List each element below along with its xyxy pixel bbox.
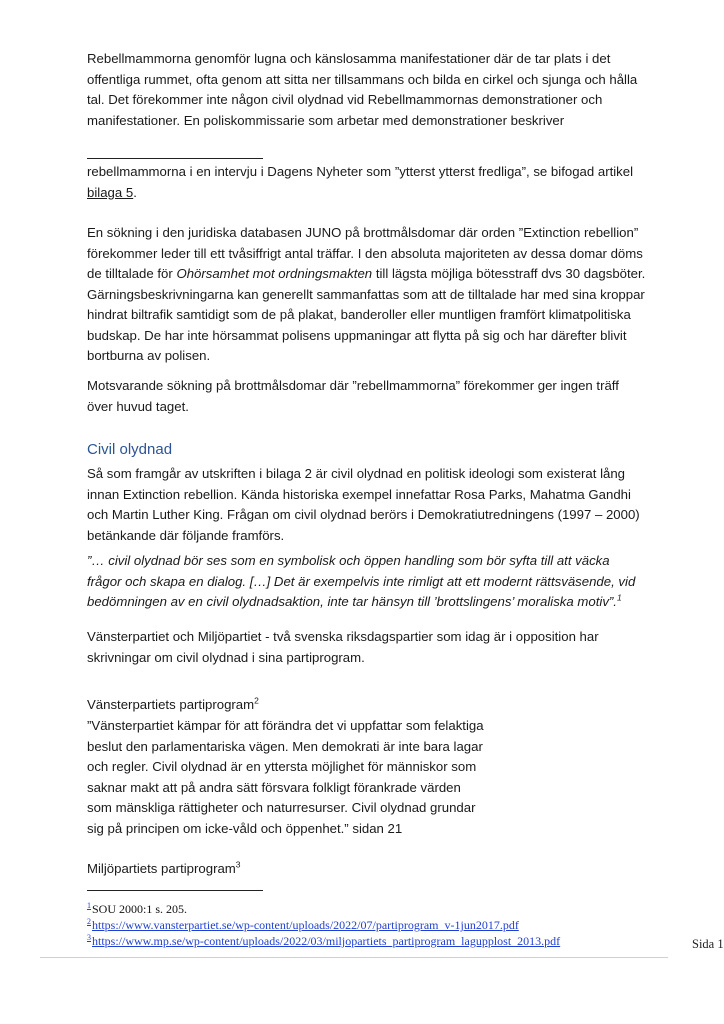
vansterpartiet-label: Vänsterpartiets partiprogram$^2$ (87, 695, 259, 712)
paragraph-rebellmammorna: Rebellmammorna genomför lugna och känslosamma manifestationer där de tar plats i det offentliga rummet, ofta genom att sitta ner tillsammans och bilda en cirkel och sjunga och hålla tal. Det förekommer inte någon civil olydnad vid Rebellmammornas demonstrationer och manifestationer. En poliskommissarie som arbetar med demonstrationer beskriver (87, 51, 638, 128)
miljopartiet-label: Miljöpartiets partiprogram$^3$ (87, 859, 241, 876)
paragraph-no-hits: Motsvarande sökning på brottmålsdomar där ”rebellmammorna” förekommer ger ingen träff över huvud taget. (87, 378, 619, 414)
paragraph-continuation: rebellmammorna i en intervju i Dagens Nyheter som ”ytterst ytterst fredliga”, se bifogad artikel bilaga 5. (87, 164, 634, 200)
footnote-ref-3[interactable]: 3 (235, 859, 241, 870)
footnote-number[interactable]: 3 (87, 933, 91, 942)
paragraph-parties: Vänsterpartiet och Miljöpartiet - två svenska riksdagspartier som idag är i opposition har skrivningar om civil olydnad i sina partiprogram. (87, 629, 599, 665)
continuation-text: rebellmammorna i en intervju i Dagens Nyheter som ”ytterst ytterst fredliga”, se bifogad artikel (87, 164, 634, 179)
footnote-number[interactable]: 1 (87, 901, 91, 910)
miljopartiet-program-link[interactable]: https://www.mp.se/wp-content/uploads/2022/03/miljopartiets_partiprogram_lagupplost_2013.pdf (92, 934, 561, 948)
quote-vansterpartiet: ”Vänsterpartiet kämpar för att förändra det vi uppfattar som felaktiga beslut den parlamentariska vägen. Men demokrati är inte bara lagar och regler. Civil olydnad är en yttersta möjlighet för människor som saknar makt att på andra sätt försvara folkligt förankrade värden som mänskliga rättigheter och naturresurser. Civil olydnad grundar sig på principen om icke-våld och öppenhet.” sidan 21 (87, 718, 484, 836)
paragraph-juno-search: En sökning i den juridiska databasen JUNO på brottmålsdomar där orden ”Extinction rebellion” förekommer leder till ett tvåsiffrigt antal träffar. I den absoluta majoriteten av dessa domar döms de tilltalade för Ohörsamhet mot ordningsmakten till lägsta möjliga bötesstraff dvs 30 dagsböter. Gärningsbeskrivningarna kan generellt sammanfattas som att de tilltalade har med sina kroppar hindrat biltrafik samtidigt som de på plakat, banderoller eller muntligen framfört klimatpolitiska budskap. De har inte hörsammat polisens uppmaningar att flytta på sig och har därefter blivit bortburna av polisen. (87, 225, 646, 363)
footnote-separator-top (87, 158, 263, 159)
offense-name: Ohörsamhet mot ordningsmakten (176, 266, 373, 281)
footer-divider (40, 957, 668, 958)
footnote-1: $^1$SOU 2000:1 s. 205. (87, 901, 188, 916)
quote-demokratiutredningen: ”… civil olydnad bör ses som en symbolisk och öppen handling som bör syfta till att väcka frågor och skapa en dialog. […] Det är exempelvis inte rimligt att ett modernt rättsväsende, vid bedömningen av en civil olydnadsaktion, inte tar hänsyn till ’brottslingens’ moraliska motiv”.$^1$ (87, 553, 636, 609)
footnote-ref-2[interactable]: 2 (254, 695, 259, 706)
page-number: Sida 1 (692, 937, 724, 951)
section-heading-civil-olydnad: Civil olydnad (87, 441, 173, 458)
bilaga-5-link[interactable]: bilaga 5 (87, 184, 134, 200)
footnote-3 (87, 930, 560, 949)
footnote-separator (87, 890, 263, 891)
footnote-ref-1[interactable]: 1 (616, 592, 622, 603)
footnote-number[interactable]: 2 (87, 917, 91, 926)
paragraph-civil-disobedience: Så som framgår av utskriften i bilaga 2 är civil olydnad en politisk ideologi som existerat lång innan Extinction rebellion. Kända historiska exempel innefattar Rosa Parks, Mahatma Gandhi och Martin Luther King. Frågan om civil olydnad berörs i Demokratiutredningens (1997 – 2000) betänkande där följande framförs. (87, 466, 640, 543)
vansterpartiet-program-link[interactable]: https://www.vansterpartiet.se/wp-content/uploads/2022/07/partiprogram_v-1jun2017.pdf (92, 918, 519, 932)
